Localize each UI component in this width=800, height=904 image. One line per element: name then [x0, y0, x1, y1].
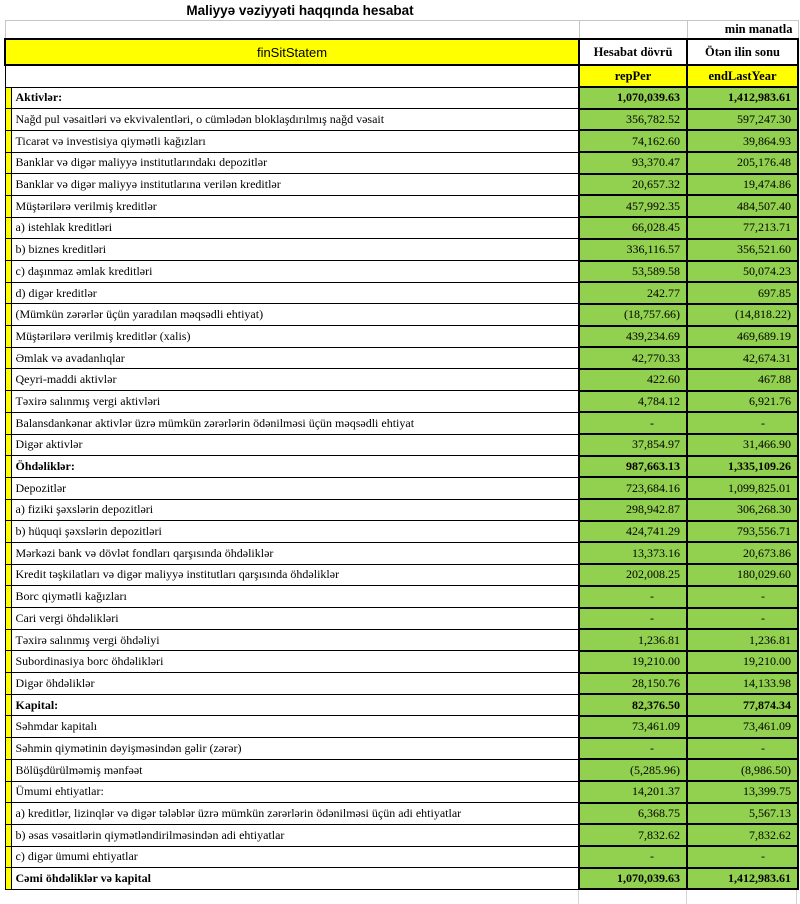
table-row [5, 521, 798, 543]
row-label: c) daşınmaz əmlak kreditləri [11, 261, 579, 283]
value-end-last-year: 13,399.75 [687, 781, 798, 803]
value-reporting-period: 93,370.47 [579, 152, 687, 174]
value-reporting-period: 53,589.58 [579, 261, 687, 283]
row-label: Ümumi ehtiyatlar: [11, 781, 579, 803]
value-reporting-period: 356,782.52 [579, 109, 687, 131]
row-label: Nağd pul vəsaitləri və ekvivalentləri, o cümlədən bloklaşdırılmış nağd vəsait [11, 109, 579, 131]
table-body [5, 87, 798, 889]
value-end-last-year: 306,268.30 [687, 499, 798, 521]
value-reporting-period: 37,854.97 [579, 434, 687, 456]
row-label: Kapital: [11, 694, 579, 716]
value-end-last-year: 1,335,109.26 [687, 456, 798, 478]
table-row [5, 282, 798, 304]
row-label: c) digər ümumi ehtiyatlar [11, 846, 579, 868]
table-row [5, 239, 798, 261]
financial-statement-table [4, 20, 799, 890]
row-label: Cəmi öhdəliklər və kapital [11, 868, 579, 890]
value-reporting-period: 457,992.35 [579, 195, 687, 217]
row-label: Digər öhdəliklər [11, 673, 579, 695]
value-end-last-year: 7,832.62 [687, 824, 798, 846]
value-end-last-year: - [687, 846, 798, 868]
gridline-col3 [796, 890, 797, 904]
value-end-last-year: - [687, 586, 798, 608]
value-reporting-period: 20,657.32 [579, 174, 687, 196]
row-label: Ticarət və investisiya qiymətli kağızları [11, 130, 579, 152]
row-label: Kredit təşkilatları və digər maliyyə institutları qarşısında öhdəliklər [11, 564, 579, 586]
value-end-last-year: 697.85 [687, 282, 798, 304]
row-label: d) digər kreditlər [11, 282, 579, 304]
value-end-last-year: 597,247.30 [687, 109, 798, 131]
row-label: b) biznes kreditləri [11, 239, 579, 261]
value-end-last-year: 19,474.86 [687, 174, 798, 196]
value-reporting-period: 66,028.45 [579, 217, 687, 239]
row-label: b) əsas vəsaitlərin qiymətləndirilməsindən adi ehtiyatlar [11, 824, 579, 846]
value-reporting-period: 4,784.12 [579, 391, 687, 413]
row-label: Bölüşdürülməmiş mənfəət [11, 759, 579, 781]
value-reporting-period: 82,376.50 [579, 694, 687, 716]
row-label: Depozitlər [11, 477, 579, 499]
column-header-end-last-year: Ötən ilin sonu [687, 39, 798, 65]
table-row [5, 347, 798, 369]
row-label: Digər aktivlər [11, 434, 579, 456]
table-row [5, 564, 798, 586]
table-name-cell: finSitStatem [5, 39, 579, 65]
value-reporting-period: 202,008.25 [579, 564, 687, 586]
value-end-last-year: 19,210.00 [687, 651, 798, 673]
row-label: Aktivlər: [11, 87, 579, 109]
table-row [5, 195, 798, 217]
value-end-last-year: 467.88 [687, 369, 798, 391]
table-row [5, 673, 798, 695]
row-label: Öhdəliklər: [11, 456, 579, 478]
row-label: Mərkəzi bank və dövlət fondları qarşısında öhdəliklər [11, 542, 579, 564]
table-row [5, 109, 798, 131]
value-reporting-period: 424,741.29 [579, 521, 687, 543]
row-label: (Mümkün zərərlər üçün yaradılan məqsədli ehtiyat) [11, 304, 579, 326]
table-row [5, 391, 798, 413]
table-row [5, 586, 798, 608]
table-row [5, 87, 798, 109]
value-reporting-period: 723,684.16 [579, 477, 687, 499]
value-end-last-year: 180,029.60 [687, 564, 798, 586]
value-reporting-period: 13,373.16 [579, 542, 687, 564]
unit-row [5, 21, 798, 40]
value-reporting-period: 242.77 [579, 282, 687, 304]
value-end-last-year: 14,133.98 [687, 673, 798, 695]
table-row [5, 694, 798, 716]
row-label: b) hüquqi şəxslərin depozitləri [11, 521, 579, 543]
row-label: Təxirə salınmış vergi öhdəliyi [11, 629, 579, 651]
row-label: a) kreditlər, lizinqlər və digər tələblər üzrə mümkün zərərlərin ödənilməsi üçün adi ehtiyatlar [11, 803, 579, 825]
value-reporting-period: (18,757.66) [579, 304, 687, 326]
row-label: Səhmin qiymətinin dəyişməsindən gəlir (zərər) [11, 738, 579, 760]
value-reporting-period: 1,070,039.63 [579, 87, 687, 109]
value-reporting-period: 1,236.81 [579, 629, 687, 651]
table-row [5, 304, 798, 326]
table-row [5, 759, 798, 781]
value-end-last-year: 42,674.31 [687, 347, 798, 369]
value-reporting-period: 14,201.37 [579, 781, 687, 803]
value-reporting-period: 298,942.87 [579, 499, 687, 521]
value-end-last-year: 1,412,983.61 [687, 87, 798, 109]
table-row [5, 716, 798, 738]
row-label: Təxirə salınmış vergi aktivləri [11, 391, 579, 413]
table-row [5, 434, 798, 456]
table-row [5, 217, 798, 239]
value-reporting-period: 987,663.13 [579, 456, 687, 478]
value-end-last-year: (8,986.50) [687, 759, 798, 781]
subheader-repper: repPer [579, 65, 687, 87]
value-end-last-year: 1,099,825.01 [687, 477, 798, 499]
value-end-last-year: 39,864.93 [687, 130, 798, 152]
table-row [5, 326, 798, 348]
table-row [5, 130, 798, 152]
value-end-last-year: 1,236.81 [687, 629, 798, 651]
value-end-last-year: - [687, 608, 798, 630]
table-row [5, 651, 798, 673]
value-end-last-year: - [687, 738, 798, 760]
table-row [5, 629, 798, 651]
subheader-endlastyear: endLastYear [687, 65, 798, 87]
table-row [5, 412, 798, 434]
row-label: Banklar və digər maliyyə institutlarına verilən kreditlər [11, 174, 579, 196]
table-row [5, 781, 798, 803]
row-label: Cari vergi öhdəlikləri [11, 608, 579, 630]
table-row [5, 542, 798, 564]
row-label: Səhmdar kapitalı [11, 716, 579, 738]
page-title: Maliyyə vəziyyəti haqqında hesabat [186, 3, 414, 18]
value-reporting-period: 336,116.57 [579, 239, 687, 261]
row-label: Müştərilərə verilmiş kreditlər (xalis) [11, 326, 579, 348]
table-row [5, 846, 798, 868]
column-header-reporting-period: Hesabat dövrü [579, 39, 687, 65]
row-label: Balansdankənar aktivlər üzrə mümkün zərərlərin ödənilməsi üçün məqsədli ehtiyat [11, 412, 579, 434]
row-label: a) istehlak kreditləri [11, 217, 579, 239]
value-reporting-period: - [579, 846, 687, 868]
table-row [5, 738, 798, 760]
row-label: Borc qiymətli kağızları [11, 586, 579, 608]
excel-gridlines [4, 890, 797, 904]
value-reporting-period: - [579, 412, 687, 434]
value-reporting-period: 1,070,039.63 [579, 868, 687, 890]
value-end-last-year: 5,567.13 [687, 803, 798, 825]
unit-row-spacer-label [5, 21, 579, 40]
value-reporting-period: 73,461.09 [579, 716, 687, 738]
value-reporting-period: 19,210.00 [579, 651, 687, 673]
value-reporting-period: (5,285.96) [579, 759, 687, 781]
value-end-last-year: 50,074.23 [687, 261, 798, 283]
table-row [5, 369, 798, 391]
row-label: Qeyri-maddi aktivlər [11, 369, 579, 391]
value-reporting-period: 42,770.33 [579, 347, 687, 369]
table-row [5, 456, 798, 478]
subheader-spacer [5, 65, 579, 87]
value-end-last-year: 77,213.71 [687, 217, 798, 239]
value-end-last-year: 205,176.48 [687, 152, 798, 174]
value-end-last-year: (14,818.22) [687, 304, 798, 326]
table-row [5, 803, 798, 825]
value-end-last-year: 484,507.40 [687, 195, 798, 217]
header-row [5, 39, 798, 65]
value-reporting-period: 6,368.75 [579, 803, 687, 825]
table-row [5, 261, 798, 283]
value-reporting-period: 28,150.76 [579, 673, 687, 695]
value-end-last-year: 20,673.86 [687, 542, 798, 564]
row-label: a) fiziki şəxslərin depozitləri [11, 499, 579, 521]
value-reporting-period: - [579, 738, 687, 760]
subheader-row [5, 65, 798, 87]
value-end-last-year: 77,874.34 [687, 694, 798, 716]
unit-row-spacer-col1 [579, 21, 687, 40]
value-reporting-period: 74,162.60 [579, 130, 687, 152]
table-row [5, 608, 798, 630]
row-label: Subordinasiya borc öhdəlikləri [11, 651, 579, 673]
row-label: Müştərilərə verilmiş kreditlər [11, 195, 579, 217]
value-end-last-year: 356,521.60 [687, 239, 798, 261]
value-end-last-year: 1,412,983.61 [687, 868, 798, 890]
table-row [5, 152, 798, 174]
unit-note: min manatla [687, 21, 798, 40]
row-label: Əmlak və avadanlıqlar [11, 347, 579, 369]
table-row [5, 824, 798, 846]
gridline-col1 [578, 890, 579, 904]
value-end-last-year: 73,461.09 [687, 716, 798, 738]
value-reporting-period: 439,234.69 [579, 326, 687, 348]
value-reporting-period: 7,832.62 [579, 824, 687, 846]
value-end-last-year: 6,921.76 [687, 391, 798, 413]
value-end-last-year: 31,466.90 [687, 434, 798, 456]
value-reporting-period: - [579, 608, 687, 630]
table-row [5, 868, 798, 890]
value-end-last-year: 793,556.71 [687, 521, 798, 543]
gridline-col2 [686, 890, 687, 904]
table-row [5, 477, 798, 499]
row-label: Banklar və digər maliyyə institutlarındakı depozitlər [11, 152, 579, 174]
value-reporting-period: - [579, 586, 687, 608]
table-row [5, 499, 798, 521]
value-end-last-year: 469,689.19 [687, 326, 798, 348]
table-row [5, 174, 798, 196]
value-end-last-year: - [687, 412, 798, 434]
value-reporting-period: 422.60 [579, 369, 687, 391]
